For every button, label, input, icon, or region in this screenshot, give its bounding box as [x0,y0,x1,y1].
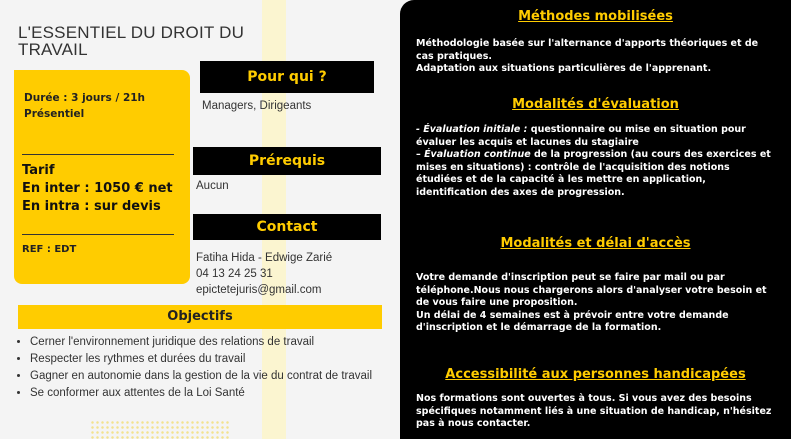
evaluation-continue-text: de la progression (au cours des exercices et mises en situations) : contrôle de l'acquisition des notions étudiées et de la capacité à les mettre en application, identification des axes de progression. [416,149,771,198]
info-card [14,70,190,284]
list-item: • Cerner l'environnement juridique des relations de travail [30,335,400,350]
acces-p2: Un délai de 4 semaines est à prévoir entre votre demande d'inscription et le démarrage de la formation. [416,309,729,333]
reference-code: REF : EDT [22,244,77,255]
contact-label: Contact [193,214,381,240]
methodes-heading: Méthodes mobilisées [518,9,673,24]
methodes-p2: Adaptation aux situations particulières de l'apprenant. [416,63,712,74]
list-item: • Respecter les rythmes et durées du travail [30,352,400,367]
contact-phone[interactable]: 04 13 24 25 31 [196,268,273,280]
acces-text [416,272,776,335]
format-text: Présentiel [24,108,85,120]
pour-qui-text: Managers, Dirigeants [202,100,312,112]
price-block [22,162,173,216]
acces-p1: Votre demande d'inscription peut se faire par mail ou par téléphone.Nous nous chargerons alors d'analyser votre besoin et de vous faire une proposition. [416,272,767,308]
duration-block [24,90,145,122]
contact-email[interactable]: epictetejuris@gmail.com [196,284,322,296]
price-label: Tarif [22,163,55,178]
prerequis-text: Aucun [196,180,229,192]
acces-heading: Modalités et délai d'accès [500,236,691,251]
accessibilite-heading: Accessibilité aux personnes handicapées [445,367,746,382]
objectifs-list [20,335,400,403]
prerequis-label: Prérequis [193,147,381,175]
evaluation-heading: Modalités d'évaluation [512,97,679,112]
duration-text: Durée : 3 jours / 21h [24,92,146,104]
evaluation-continue [416,149,776,199]
evaluation-initiale-text: questionnaire ou mise en situation pour évaluer les acquis et lacunes du stagiaire [416,124,746,148]
accessibilite-text: Nos formations sont ouvertes à tous. Si vous avez des besoins spécifiques notamment liés à une situation de handicap, n'hésitez pas à nous contacter. [416,393,772,429]
evaluation-initiale [416,124,776,149]
price-intra: En intra : sur devis [22,199,161,214]
methodes-text [416,38,776,76]
divider [22,154,174,155]
decorative-dots [90,420,230,439]
details-panel [400,0,791,439]
contact-block [196,250,332,298]
objectifs-header: Objectifs [18,305,382,329]
evaluation-continue-prefix: – [416,149,425,160]
page-title: L'ESSENTIEL DU DROIT DU TRAVAIL [18,23,245,59]
evaluation-continue-label: Évaluation continue [424,149,531,160]
divider [22,234,174,235]
evaluation-text [416,124,776,199]
evaluation-initiale-label: - Évaluation initiale : [416,124,528,135]
pour-qui-label: Pour qui ? [200,61,374,93]
methodes-p1: Méthodologie basée sur l'alternance d'apports théoriques et de cas pratiques. [416,38,759,62]
contact-names: Fatiha Hida - Edwige Zarié [196,252,333,264]
list-item: • Se conformer aux attentes de la Loi Santé [30,386,400,401]
price-inter: En inter : 1050 € net [22,181,173,196]
list-item: • Gagner en autonomie dans la gestion de la vie du contrat de travail [30,369,400,384]
